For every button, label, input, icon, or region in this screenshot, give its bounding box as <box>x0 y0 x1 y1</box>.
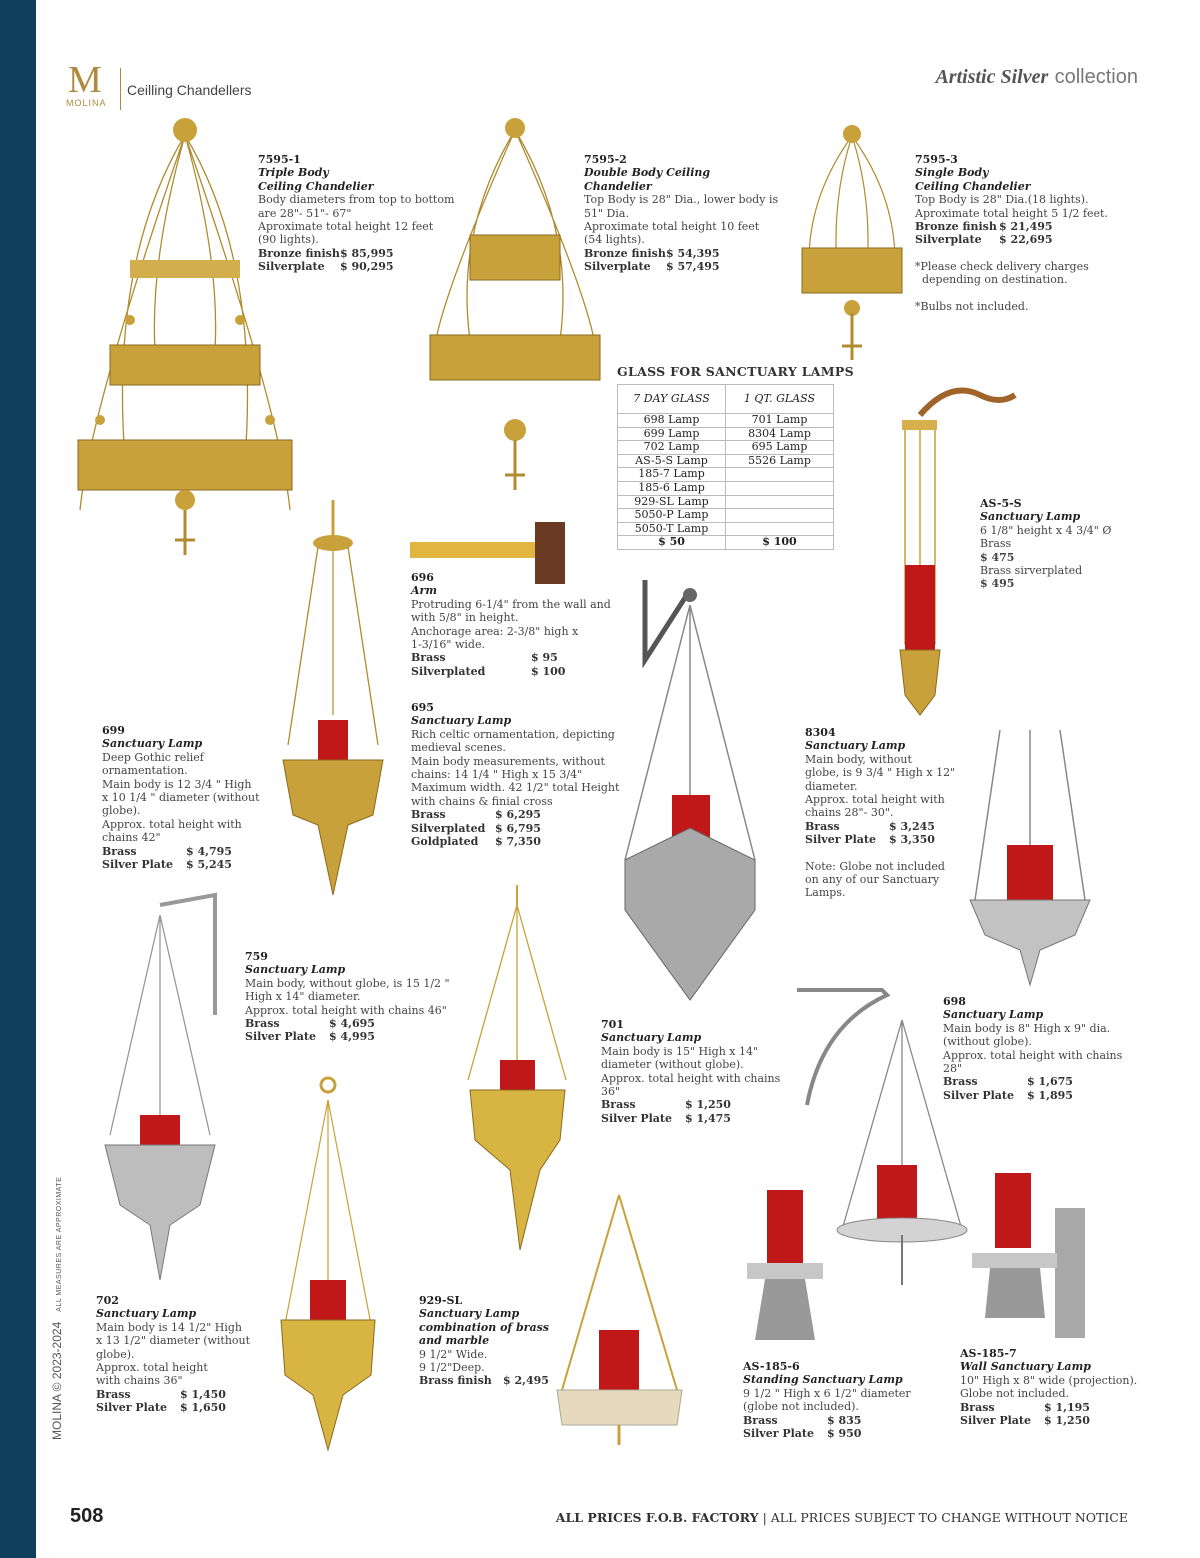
table-cell: $ 50 <box>618 536 726 550</box>
glass-col-header: 1 QT. GLASS <box>726 385 834 414</box>
notice-text: ALL PRICES SUBJECT TO CHANGE WITHOUT NOTICE <box>770 1510 1128 1525</box>
price-row <box>805 833 955 846</box>
price-row <box>915 233 1108 246</box>
vertical-copyright <box>50 1177 64 1440</box>
product-as-185-6 <box>743 1360 911 1440</box>
product-desc: Maximum width. 42 1/2" total Height <box>411 781 620 795</box>
product-name: Single Body <box>915 166 989 180</box>
product-name: Sanctuary Lamp <box>96 1307 197 1321</box>
product-desc: Main body is 15" High x 14" <box>601 1044 759 1058</box>
product-desc: Aproximate total height 12 feet <box>258 220 434 234</box>
product-desc: (without globe). <box>943 1035 1032 1049</box>
price-value: $ 1,250 <box>685 1098 731 1112</box>
product-code: 701 <box>601 1018 624 1031</box>
price-value: $ 1,475 <box>685 1111 731 1125</box>
lamp-695-image <box>278 495 388 910</box>
globe-note: Lamps. <box>805 886 846 900</box>
product-name: Sanctuary Lamp <box>102 737 203 751</box>
product-desc: Top Body is 28" Dia., lower body is <box>584 193 779 207</box>
product-desc: with chains 36" <box>96 1374 183 1388</box>
bulbs-note: *Bulbs not included. <box>915 299 1029 313</box>
price-row <box>584 247 778 260</box>
product-name: Wall Sanctuary Lamp <box>960 1360 1091 1374</box>
price-row <box>943 1075 1122 1088</box>
footer-separator: | <box>762 1510 767 1525</box>
product-code: 8304 <box>805 726 836 739</box>
product-desc: Protruding 6-1/4" from the wall and <box>411 597 611 611</box>
table-cell: 698 Lamp <box>618 414 726 428</box>
price-label: Brass <box>96 1387 131 1401</box>
lamp-701-image <box>615 570 760 1015</box>
globe-note: Note: Globe not included <box>805 859 945 873</box>
table-cell: 5050-T Lamp <box>618 522 726 536</box>
price-value: $ 7,350 <box>495 835 541 849</box>
product-701 <box>601 1018 780 1125</box>
product-desc: High x 14" diameter. <box>245 990 361 1004</box>
table-row <box>618 454 834 468</box>
product-desc: chains 42" <box>102 831 161 845</box>
brand-word: collection <box>1054 66 1138 88</box>
product-desc: Brass <box>980 537 1012 551</box>
price-row <box>102 845 260 858</box>
price-value: $ 1,675 <box>1027 1075 1073 1089</box>
price-row <box>102 858 260 871</box>
product-code: 7595-2 <box>584 153 627 166</box>
product-desc: x 13 1/2" diameter (without <box>96 1334 251 1348</box>
product-code: AS-185-6 <box>743 1360 800 1373</box>
product-name: Sanctuary Lamp <box>943 1008 1044 1022</box>
price-value: $ 1,650 <box>180 1401 226 1415</box>
table-row <box>618 414 834 428</box>
product-code: 696 <box>411 571 434 584</box>
table-row <box>618 441 834 455</box>
table-cell: 185-6 Lamp <box>618 481 726 495</box>
price-value: $ 3,245 <box>889 819 935 833</box>
section-title: Ceilling Chandellers <box>127 82 252 98</box>
fob-text: ALL PRICES F.O.B. FACTORY <box>555 1510 759 1525</box>
product-desc: 36" <box>601 1085 621 1099</box>
product-desc: Main body is 8" High x 9" dia. <box>943 1021 1111 1035</box>
price-row <box>96 1388 250 1401</box>
molina-logo-name: MOLINA <box>66 98 107 108</box>
price-row <box>915 220 1108 233</box>
product-desc: Rich celtic ornamentation, depicting <box>411 727 615 741</box>
product-desc: diameter (without globe). <box>601 1058 744 1072</box>
product-desc: Approx. total height with chains <box>601 1071 781 1085</box>
price-row <box>411 665 611 678</box>
table-cell: 701 Lamp <box>726 414 834 428</box>
product-desc: Deep Gothic relief <box>102 750 204 764</box>
product-698 <box>943 995 1122 1102</box>
price-label: Silver Plate <box>601 1111 672 1125</box>
molina-logo-letter: M <box>68 59 102 101</box>
product-name: combination of brass <box>419 1320 549 1334</box>
product-desc: globe). <box>96 1347 135 1361</box>
price-label: Silver Plate <box>245 1030 316 1044</box>
product-desc: 51" Dia. <box>584 206 629 220</box>
product-desc: x 10 1/4 " diameter (without <box>102 791 260 805</box>
product-name: Triple Body <box>258 166 329 180</box>
product-desc: (90 lights). <box>258 233 319 247</box>
product-code: 698 <box>943 995 966 1008</box>
product-desc: are 28"- 51"- 67" <box>258 206 352 220</box>
table-cell <box>726 522 834 536</box>
price-row <box>943 1089 1122 1102</box>
glass-table <box>617 384 834 550</box>
price-label: Silver Plate <box>943 1088 1014 1102</box>
price-label: Brass <box>805 819 840 833</box>
price-value: $ 1,895 <box>1027 1088 1073 1102</box>
product-name: Ceiling Chandelier <box>915 179 1031 193</box>
copyright-text: MOLINA © 2023-2024 <box>50 1321 64 1440</box>
price-label: Brass <box>601 1098 636 1112</box>
price-row <box>411 835 619 848</box>
price-value: $ 475 <box>980 550 1015 564</box>
product-code: 7595-1 <box>258 153 301 166</box>
product-desc: Approx. total height with <box>102 817 242 831</box>
product-name: Chandelier <box>584 179 652 193</box>
product-desc: chains 28"- 30". <box>805 806 894 820</box>
product-name: Sanctuary Lamp <box>419 1307 520 1321</box>
table-cell: 929-SL Lamp <box>618 495 726 509</box>
price-value: $ 495 <box>980 577 1015 591</box>
price-label: Brass <box>102 844 137 858</box>
brand-script: Artistic Silver <box>935 66 1049 88</box>
product-desc: 1-3/16" wide. <box>411 638 485 652</box>
product-desc: Main body, without globe, is 15 1/2 " <box>245 976 450 990</box>
product-code: 702 <box>96 1294 119 1307</box>
measures-note: ALL MEASURES ARE APPROXIMATE <box>56 1176 63 1312</box>
price-row <box>258 260 454 273</box>
product-desc: Aproximate total height 5 1/2 feet. <box>915 206 1108 220</box>
price-value: $ 2,495 <box>503 1374 549 1388</box>
price-value: $ 1,195 <box>1044 1400 1090 1414</box>
price-row <box>419 1374 549 1387</box>
price-row <box>245 1017 450 1030</box>
delivery-note: depending on destination. <box>915 273 1068 287</box>
lamp-as-185-6-image <box>745 1185 825 1345</box>
table-cell <box>726 468 834 482</box>
left-sidebar-band <box>0 0 36 1558</box>
product-name: Sanctuary Lamp <box>601 1031 702 1045</box>
price-row <box>411 808 619 821</box>
lamp-marble-image <box>552 1190 687 1445</box>
price-value: $ 6,295 <box>495 808 541 822</box>
price-value: $ 21,495 <box>999 220 1053 234</box>
price-label: Silverplate <box>915 233 982 247</box>
price-label: Brass <box>245 1017 280 1031</box>
product-699 <box>102 724 260 871</box>
price-label: Silver Plate <box>960 1414 1031 1428</box>
table-row <box>618 481 834 495</box>
table-row <box>618 427 834 441</box>
product-desc: 6 1/8" height x 4 3/4" Ø <box>980 523 1112 537</box>
product-desc: Main body is 14 1/2" High <box>96 1320 242 1334</box>
product-as-5-s <box>980 497 1111 591</box>
table-cell <box>726 495 834 509</box>
product-702 <box>96 1294 250 1415</box>
table-cell: 5526 Lamp <box>726 454 834 468</box>
product-name: Sanctuary Lamp <box>411 714 512 728</box>
price-row <box>960 1414 1137 1427</box>
product-desc: globe, is 9 3/4 " High x 12" <box>805 766 956 780</box>
table-cell <box>726 481 834 495</box>
price-label: Silver Plate <box>743 1427 814 1441</box>
table-cell: 8304 Lamp <box>726 427 834 441</box>
product-desc: chains: 14 1/4 " High x 15 3/4" <box>411 768 583 782</box>
product-7595-2 <box>584 153 778 274</box>
product-desc: Approx. total height with <box>805 793 945 807</box>
product-desc: 10" High x 8" wide (projection). <box>960 1373 1138 1387</box>
table-row <box>618 509 834 523</box>
product-code: AS-185-7 <box>960 1347 1017 1360</box>
lamp-8304-image <box>965 725 1095 990</box>
price-value: $ 95 <box>531 651 558 665</box>
product-7595-3 <box>915 153 1108 313</box>
product-desc: (globe not included). <box>743 1400 859 1414</box>
product-desc: Main body, without <box>805 752 912 766</box>
product-696 <box>411 571 611 678</box>
price-label: Brass <box>411 651 446 665</box>
price-label: Brass <box>960 1400 995 1414</box>
product-759 <box>245 950 450 1044</box>
price-label: Bronze finish <box>584 246 666 260</box>
product-desc: with 5/8" in height. <box>411 611 519 625</box>
price-value: $ 6,795 <box>495 821 541 835</box>
table-cell: $ 100 <box>726 536 834 550</box>
price-label: Silverplated <box>411 821 486 835</box>
price-value: $ 835 <box>827 1413 862 1427</box>
product-desc: Anchorage area: 2-3/8" high x <box>411 624 579 638</box>
product-name: Sanctuary Lamp <box>805 739 906 753</box>
lamp-702-image <box>273 1075 383 1460</box>
product-name: Sanctuary Lamp <box>980 510 1081 524</box>
table-row <box>618 468 834 482</box>
price-row <box>245 1030 450 1043</box>
product-desc: Aproximate total height 10 feet <box>584 220 760 234</box>
product-desc: Main body is 12 3/4 " High <box>102 777 252 791</box>
price-value: $ 4,995 <box>329 1030 375 1044</box>
price-label: Bronze finish <box>915 220 997 234</box>
table-cell: 702 Lamp <box>618 441 726 455</box>
product-desc: 9 1/2"Deep. <box>419 1361 485 1375</box>
table-cell: 185-7 Lamp <box>618 468 726 482</box>
price-label: Silverplate <box>584 260 651 274</box>
price-label: Goldplated <box>411 835 479 849</box>
price-value: $ 54,395 <box>666 246 720 260</box>
table-row <box>618 522 834 536</box>
product-7595-1 <box>258 153 454 274</box>
product-code: 695 <box>411 701 434 714</box>
price-row <box>805 820 955 833</box>
price-value: $ 1,450 <box>180 1387 226 1401</box>
price-row <box>601 1098 780 1111</box>
product-desc: with chains & finial cross <box>411 794 553 808</box>
footer-notice <box>556 1510 1128 1525</box>
table-cell: 699 Lamp <box>618 427 726 441</box>
table-cell: 5050-P Lamp <box>618 509 726 523</box>
price-value: $ 1,250 <box>1044 1414 1090 1428</box>
glass-table-title: GLASS FOR SANCTUARY LAMPS <box>617 364 854 379</box>
price-row <box>601 1112 780 1125</box>
brand-title <box>935 64 1138 89</box>
product-desc: ornamentation. <box>102 764 188 778</box>
product-8304 <box>805 726 955 900</box>
price-value: $ 90,295 <box>340 260 394 274</box>
price-label: Silverplate <box>258 260 325 274</box>
price-label: Brass <box>743 1413 778 1427</box>
logo-divider <box>120 68 121 110</box>
price-value: $ 100 <box>531 664 566 678</box>
product-929-sl <box>419 1294 549 1388</box>
globe-note: on any of our Sanctuary <box>805 873 940 887</box>
table-price-row <box>618 536 834 550</box>
product-desc: 28" <box>943 1062 963 1076</box>
price-label: Brass <box>411 808 446 822</box>
delivery-note: *Please check delivery charges <box>915 259 1089 273</box>
product-name: Arm <box>411 584 437 598</box>
price-value: $ 5,245 <box>186 858 232 872</box>
price-value: $ 4,795 <box>186 844 232 858</box>
table-cell: 695 Lamp <box>726 441 834 455</box>
chandelier-7595-3-image <box>797 118 907 363</box>
price-label: Silverplated <box>411 664 486 678</box>
product-desc: Brass sirverplated <box>980 564 1083 578</box>
product-695 <box>411 701 619 848</box>
product-desc: Approx. total height with chains <box>943 1048 1123 1062</box>
price-value: $ 3,350 <box>889 833 935 847</box>
product-desc: 9 1/2 " High x 6 1/2" diameter <box>743 1386 911 1400</box>
lamp-759-image <box>100 885 235 1285</box>
page-number: 508 <box>70 1505 104 1527</box>
product-code: AS-5-S <box>980 497 1022 510</box>
price-label: Brass <box>943 1075 978 1089</box>
table-row <box>618 495 834 509</box>
price-row <box>743 1414 911 1427</box>
price-label: Silver Plate <box>102 858 173 872</box>
price-row <box>258 247 454 260</box>
price-label: Silver Plate <box>96 1401 167 1415</box>
table-cell <box>726 509 834 523</box>
product-name: Standing Sanctuary Lamp <box>743 1373 903 1387</box>
price-row <box>96 1401 250 1414</box>
price-row <box>743 1427 911 1440</box>
lamp-as-185-7-image <box>970 1168 1090 1343</box>
product-desc: 9 1/2" Wide. <box>419 1347 488 1361</box>
product-code: 7595-3 <box>915 153 958 166</box>
price-row <box>411 822 619 835</box>
glass-col-header: 7 DAY GLASS <box>618 385 726 414</box>
price-value: $ 85,995 <box>340 246 394 260</box>
price-row <box>584 260 778 273</box>
product-name: Sanctuary Lamp <box>245 963 346 977</box>
product-desc: diameter. <box>805 779 858 793</box>
product-name: and marble <box>419 1334 490 1348</box>
product-code: 929-SL <box>419 1294 463 1307</box>
price-value: $ 950 <box>827 1427 862 1441</box>
product-code: 699 <box>102 724 125 737</box>
price-label: Brass finish <box>419 1374 492 1388</box>
table-cell: AS-5-S Lamp <box>618 454 726 468</box>
product-desc: Body diameters from top to bottom <box>258 193 455 207</box>
product-desc: Top Body is 28" Dia.(18 lights). <box>915 193 1089 207</box>
price-value: $ 57,495 <box>666 260 720 274</box>
product-name: Ceiling Chandelier <box>258 179 374 193</box>
product-desc: (54 lights). <box>584 233 645 247</box>
product-desc: Main body measurements, without <box>411 754 605 768</box>
product-desc: Approx. total height <box>96 1361 208 1375</box>
price-row <box>960 1401 1137 1414</box>
product-name: Double Body Ceiling <box>584 166 711 180</box>
price-value: $ 4,695 <box>329 1017 375 1031</box>
product-desc: Approx. total height with chains 46" <box>245 1003 447 1017</box>
price-value: $ 22,695 <box>999 233 1053 247</box>
product-code: 759 <box>245 950 268 963</box>
price-row <box>411 651 611 664</box>
product-desc: globe). <box>102 804 141 818</box>
product-as-185-7 <box>960 1347 1137 1427</box>
product-desc: medieval scenes. <box>411 741 506 755</box>
price-label: Silver Plate <box>805 833 876 847</box>
price-label: Bronze finish <box>258 246 340 260</box>
product-desc: Globe not included. <box>960 1387 1070 1401</box>
